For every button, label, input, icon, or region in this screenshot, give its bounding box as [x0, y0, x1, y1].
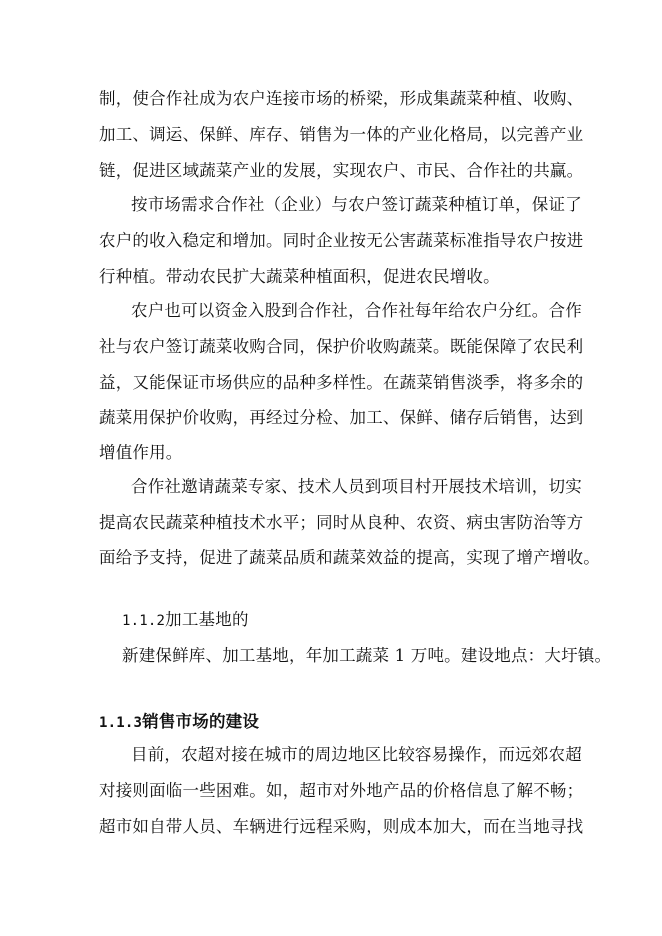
paragraph-3-line-2: 社与农户签订蔬菜收购合同，保护价收购蔬菜。既能保障了农民利	[99, 337, 584, 356]
paragraph-3-line-1: 农户也可以资金入股到合作社，合作社每年给农户分红。合作	[131, 301, 582, 320]
section-1-1-2-title: 加工基地的	[165, 610, 249, 629]
paragraph-3-line-3: 益，又能保证市场供应的品种多样性。在蔬菜销售淡季，将多余的	[99, 373, 584, 392]
section-1-1-3-title: 销售市场的建设	[142, 712, 260, 731]
section-1-1-3-line-1: 目前，农超对接在城市的周边地区比较容易操作，而远郊农超	[131, 745, 582, 764]
section-1-1-2-number: 1.1.2	[122, 613, 166, 629]
section-1-1-3-number: 1.1.3	[99, 715, 143, 731]
paragraph-2-line-2: 农户的收入稳定和增加。同时企业按无公害蔬菜标准指导农户按进	[99, 231, 584, 250]
section-1-1-3-line-3: 超市如自带人员、车辆进行远程采购，则成本加大，而在当地寻找	[99, 817, 584, 836]
paragraph-3-line-5: 增值作用。	[99, 443, 183, 462]
section-1-1-2-heading	[122, 609, 249, 632]
paragraph-1-line-2: 加工、调运、保鲜、库存、销售为一体的产业化格局，以完善产业	[99, 125, 584, 144]
paragraph-1-line-1: 制，使合作社成为农户连接市场的桥梁，形成集蔬菜种植、收购、	[99, 89, 584, 108]
paragraph-4-line-3: 面给予支持，促进了蔬菜品质和蔬菜效益的提高，实现了增产增收。	[99, 548, 600, 567]
section-1-1-3-line-2: 对接则面临一些困难。如，超市对外地产品的价格信息了解不畅；	[99, 781, 584, 800]
paragraph-3-line-4: 蔬菜用保护价收购，再经过分检、加工、保鲜、储存后销售，达到	[99, 408, 584, 427]
section-1-1-2-body: 新建保鲜库、加工基地，年加工蔬菜 1 万吨。建设地点：大圩镇。	[122, 646, 612, 665]
paragraph-4-line-2: 提高农民蔬菜种植技术水平；同时从良种、农资、病虫害防治等方	[99, 513, 584, 532]
paragraph-1-line-3: 链，促进区域蔬菜产业的发展，实现农户、市民、合作社的共赢。	[99, 161, 584, 180]
section-1-1-3-heading	[99, 711, 259, 734]
paragraph-2-line-1: 按市场需求合作社（企业）与农户签订蔬菜种植订单，保证了	[131, 195, 582, 214]
paragraph-4-line-1: 合作社邀请蔬菜专家、技术人员到项目村开展技术培训，切实	[131, 477, 582, 496]
paragraph-2-line-3: 行种植。带动农民扩大蔬菜种植面积，促进农民增收。	[99, 267, 500, 286]
